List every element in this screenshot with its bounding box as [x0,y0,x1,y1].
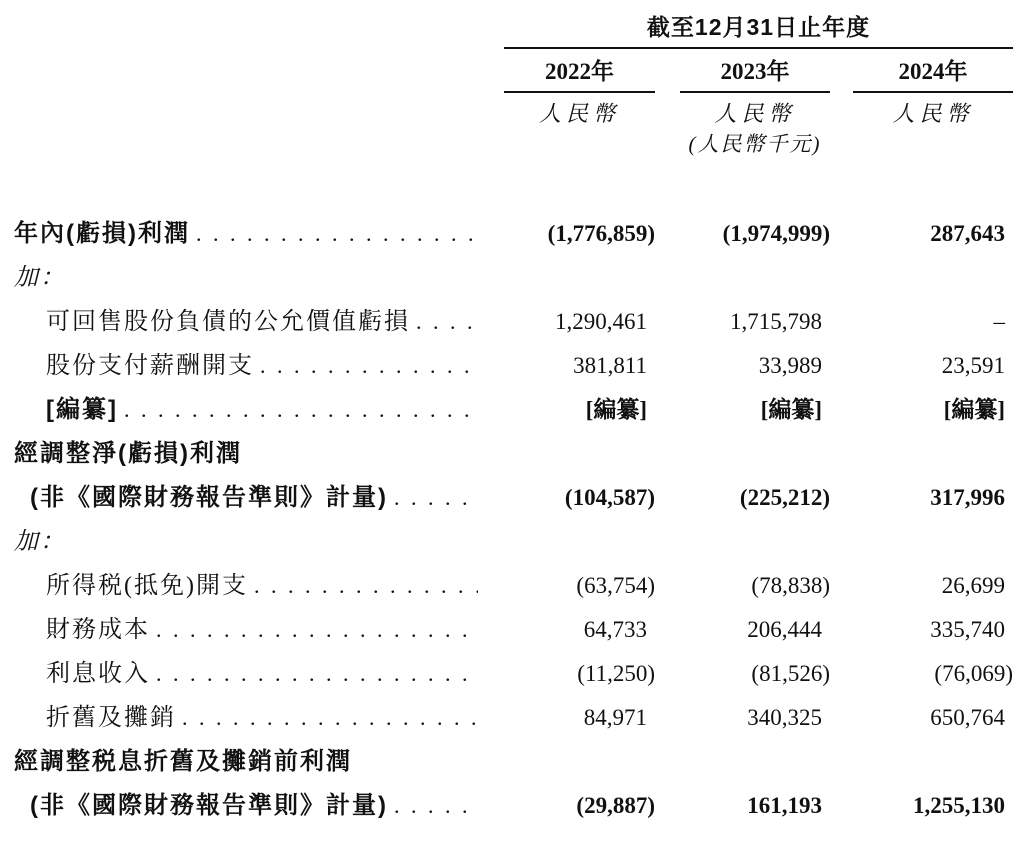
row-label: (非《國際財務報告準則》計量) [30,484,388,511]
value-2022 [492,432,655,476]
row-label: 經調整税息折舊及攤銷前利潤 [14,748,352,775]
value-2023: (81,526) [751,661,830,686]
value-2022: 1,290,461 [555,309,647,334]
value-2024 [830,520,1013,564]
year-label: 2024年 [853,58,1013,93]
row-label-cell [0,212,492,256]
row-label: 財務成本 [46,617,150,643]
table-row [0,520,1029,564]
value-2024: 317,996 [930,485,1005,510]
row-label: 加： [14,529,66,555]
value-2022 [492,520,655,564]
value-2024: 650,764 [930,705,1005,730]
dot-leader [182,696,478,740]
value-2024 [830,740,1013,784]
value-2022: (29,887) [576,793,655,818]
value-2024: 26,699 [941,573,1005,598]
currency-label-2023: 人民幣 [714,101,796,126]
dot-leader [124,388,478,432]
value-2024: 1,255,130 [913,793,1005,818]
year-label: 2022年 [504,58,655,93]
header-spacer [0,93,492,127]
value-2024: – [993,309,1005,334]
row-label-cell [0,388,492,432]
row-label-cell [0,696,492,740]
value-2024 [830,432,1013,476]
row-label: [編纂] [46,396,118,423]
row-label-cell [0,740,492,784]
header-spacer [830,127,1013,157]
row-label: 所得税(抵免)開支 [46,573,248,599]
value-2024: 287,643 [930,221,1005,246]
table-row [0,740,1029,784]
value-2023 [655,740,830,784]
value-2024 [830,256,1013,300]
value-2022: (63,754) [576,573,655,598]
column-header-2022 [492,49,655,93]
dot-leader [394,784,478,828]
value-2022: (104,587) [564,485,655,510]
unit-note: (人民幣千元) [688,132,822,156]
value-2023: 206,444 [747,617,822,642]
value-2024: (76,069) [934,661,1013,686]
value-2023: 1,715,798 [730,309,822,334]
row-label: 利息收入 [46,661,150,687]
header-spacer [0,13,492,49]
row-label: 可回售股份負債的公允價值虧損 [46,309,410,335]
row-label-cell [0,432,492,476]
header-spacer [0,127,492,157]
column-header-2023 [655,49,830,93]
table-row [0,212,1029,256]
dot-leader [260,344,478,388]
row-label-cell [0,608,492,652]
value-2022: 84,971 [583,705,647,730]
row-label-cell [0,784,492,828]
value-2023 [655,256,830,300]
dot-leader [196,212,478,256]
table-row [0,388,1029,432]
value-2022 [492,740,655,784]
value-2023: (1,974,999) [722,221,830,246]
dot-leader [156,652,478,696]
column-header-2024 [830,49,1013,93]
value-2023: (225,212) [739,485,830,510]
value-2023: 340,325 [747,705,822,730]
dot-leader [394,476,478,520]
dot-leader [156,608,478,652]
currency-label-2024: 人民幣 [892,101,974,126]
row-label-cell [0,564,492,608]
value-2023 [655,520,830,564]
table-row [0,652,1029,696]
table-header [0,0,1029,157]
row-label: 經調整淨(虧損)利潤 [14,440,242,467]
table-row [0,432,1029,476]
row-label: 加： [14,265,66,291]
row-label: 年內(虧損)利潤 [14,220,190,247]
period-title: 截至12月31日止年度 [504,13,1013,49]
year-label: 2023年 [680,58,830,93]
table-row [0,564,1029,608]
value-2022: (11,250) [577,661,655,686]
table-body [0,212,1029,828]
value-2023 [655,432,830,476]
table-row [0,608,1029,652]
row-label: 股份支付薪酬開支 [46,353,254,379]
table-row [0,300,1029,344]
row-label: (非《國際財務報告準則》計量) [30,792,388,819]
value-2022: (1,776,859) [547,221,655,246]
row-label-cell [0,344,492,388]
value-2024: 23,591 [941,353,1005,378]
table-row [0,476,1029,520]
value-2023: (78,838) [751,573,830,598]
currency-label-2022: 人民幣 [538,101,620,126]
value-2024: [編纂] [943,397,1005,422]
table-row [0,344,1029,388]
header-spacer [0,49,492,93]
value-2023: [編纂] [760,397,822,422]
header-spacer [492,127,655,157]
row-label-cell [0,652,492,696]
table-row [0,784,1029,828]
table-row [0,696,1029,740]
row-label-cell [0,476,492,520]
value-2022: 64,733 [583,617,647,642]
value-2022: 381,811 [573,353,647,378]
value-2022: [編纂] [585,397,647,422]
value-2023: 161,193 [747,793,822,818]
dot-leader [254,564,478,608]
row-label: 折舊及攤銷 [46,705,176,731]
row-label-cell [0,256,492,300]
value-2022 [492,256,655,300]
value-2023: 33,989 [758,353,822,378]
dot-leader [416,300,478,344]
row-label-cell [0,520,492,564]
value-2024: 335,740 [930,617,1005,642]
table-row [0,256,1029,300]
row-label-cell [0,300,492,344]
